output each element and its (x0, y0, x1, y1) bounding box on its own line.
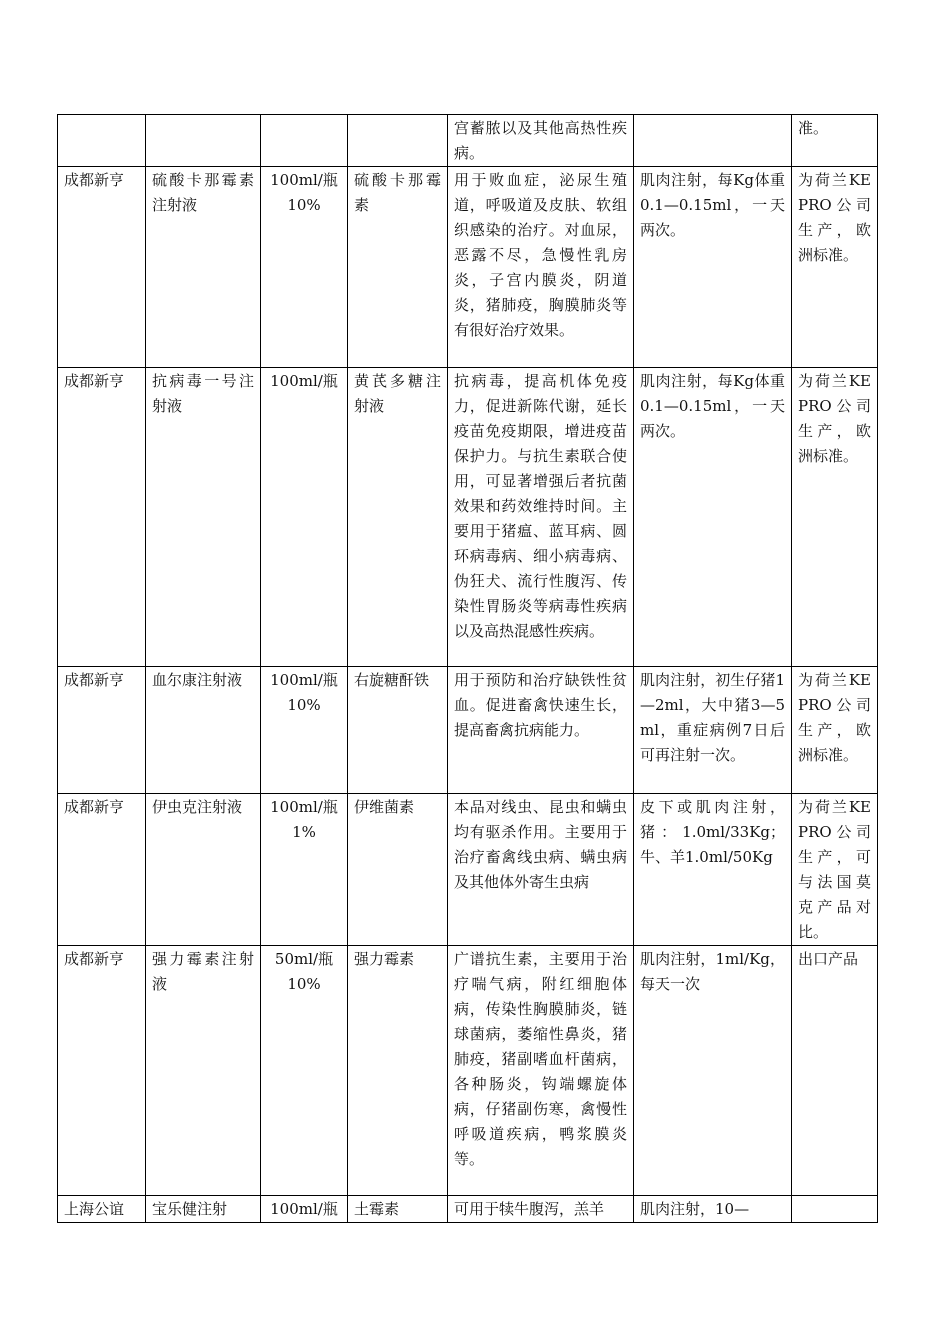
spec-cell: 100ml/瓶 10% (261, 667, 348, 794)
table-row (58, 1196, 878, 1223)
spec-cell: 100ml/瓶 (261, 1196, 348, 1223)
indication-cell: 用于预防和治疗缺铁性贫血。促进畜禽快速生长，提高畜禽抗病能力。 (448, 667, 634, 794)
spec-cell: 100ml/瓶 10% (261, 167, 348, 368)
ingredient-cell (348, 115, 448, 167)
ingredient-cell: 土霉素 (348, 1196, 448, 1223)
spec-cell: 100ml/瓶 1% (261, 794, 348, 946)
product-cell: 强力霉素注射液 (146, 946, 261, 1196)
indication-cell: 宫蓄脓以及其他高热性疾病。 (448, 115, 634, 167)
spec-cell (261, 115, 348, 167)
remark-cell (792, 1196, 878, 1223)
document-page (57, 114, 878, 1223)
remark-cell: 准。 (792, 115, 878, 167)
company-cell: 成都新亨 (58, 794, 146, 946)
spec-cell: 50ml/瓶 10% (261, 946, 348, 1196)
usage-cell: 肌肉注射，每Kg体重0.1—0.15ml，一天两次。 (634, 167, 792, 368)
usage-cell: 肌肉注射，每Kg体重0.1—0.15ml，一天两次。 (634, 368, 792, 667)
table-row (58, 167, 878, 368)
product-table (57, 114, 878, 1223)
remark-cell: 为荷兰KEPRO公司生产，欧洲标准。 (792, 167, 878, 368)
table-row (58, 368, 878, 667)
product-cell (146, 115, 261, 167)
company-cell: 成都新亨 (58, 368, 146, 667)
company-cell: 成都新亨 (58, 667, 146, 794)
table-row (58, 667, 878, 794)
indication-cell: 用于败血症，泌尿生殖道，呼吸道及皮肤、软组织感染的治疗。对血尿，恶露不尽，急慢性乳房炎，子宫内膜炎，阴道炎，猪肺疫，胸膜肺炎等有很好治疗效果。 (448, 167, 634, 368)
ingredient-cell: 右旋糖酐铁 (348, 667, 448, 794)
product-cell: 抗病毒一号注射液 (146, 368, 261, 667)
company-cell (58, 115, 146, 167)
usage-cell: 肌肉注射，1ml/Kg，每天一次 (634, 946, 792, 1196)
ingredient-cell: 黄芪多糖注射液 (348, 368, 448, 667)
product-cell: 宝乐健注射 (146, 1196, 261, 1223)
remark-cell: 出口产品 (792, 946, 878, 1196)
table-row (58, 946, 878, 1196)
usage-cell (634, 115, 792, 167)
table-row (58, 115, 878, 167)
company-cell: 成都新亨 (58, 946, 146, 1196)
indication-cell: 可用于犊牛腹泻，羔羊 (448, 1196, 634, 1223)
usage-cell: 皮下或肌肉注射，猪：1.0ml/33Kg；牛、羊1.0ml/50Kg (634, 794, 792, 946)
company-cell: 上海公谊 (58, 1196, 146, 1223)
product-cell: 伊虫克注射液 (146, 794, 261, 946)
remark-cell: 为荷兰KEPRO公司生产，可与法国莫克产品对比。 (792, 794, 878, 946)
indication-cell: 广谱抗生素，主要用于治疗喘气病，附红细胞体病，传染性胸膜肺炎，链球菌病，萎缩性鼻炎，猪肺疫，猪副嗜血杆菌病，各种肠炎，钩端螺旋体病，仔猪副伤寒，禽慢性呼吸道疾病，鸭浆膜炎等。 (448, 946, 634, 1196)
indication-cell: 本品对线虫、昆虫和螨虫均有驱杀作用。主要用于治疗畜禽线虫病、螨虫病及其他体外寄生虫病 (448, 794, 634, 946)
remark-cell: 为荷兰KEPRO公司生产，欧洲标准。 (792, 368, 878, 667)
spec-cell: 100ml/瓶 (261, 368, 348, 667)
ingredient-cell: 硫酸卡那霉素 (348, 167, 448, 368)
product-cell: 硫酸卡那霉素注射液 (146, 167, 261, 368)
indication-cell: 抗病毒，提高机体免疫力，促进新陈代谢，延长疫苗免疫期限，增进疫苗保护力。与抗生素联合使用，可显著增强后者抗菌效果和药效维持时间。主要用于猪瘟、蓝耳病、圆环病毒病、细小病毒病、伪狂犬、流行性腹泻、传染性胃肠炎等病毒性疾病以及高热混感性疾病。 (448, 368, 634, 667)
product-cell: 血尔康注射液 (146, 667, 261, 794)
table-row (58, 794, 878, 946)
company-cell: 成都新亨 (58, 167, 146, 368)
usage-cell: 肌肉注射，10— (634, 1196, 792, 1223)
remark-cell: 为荷兰KEPRO公司生产，欧洲标准。 (792, 667, 878, 794)
ingredient-cell: 强力霉素 (348, 946, 448, 1196)
usage-cell: 肌肉注射，初生仔猪1—2ml，大中猪3—5ml，重症病例7日后可再注射一次。 (634, 667, 792, 794)
ingredient-cell: 伊维菌素 (348, 794, 448, 946)
